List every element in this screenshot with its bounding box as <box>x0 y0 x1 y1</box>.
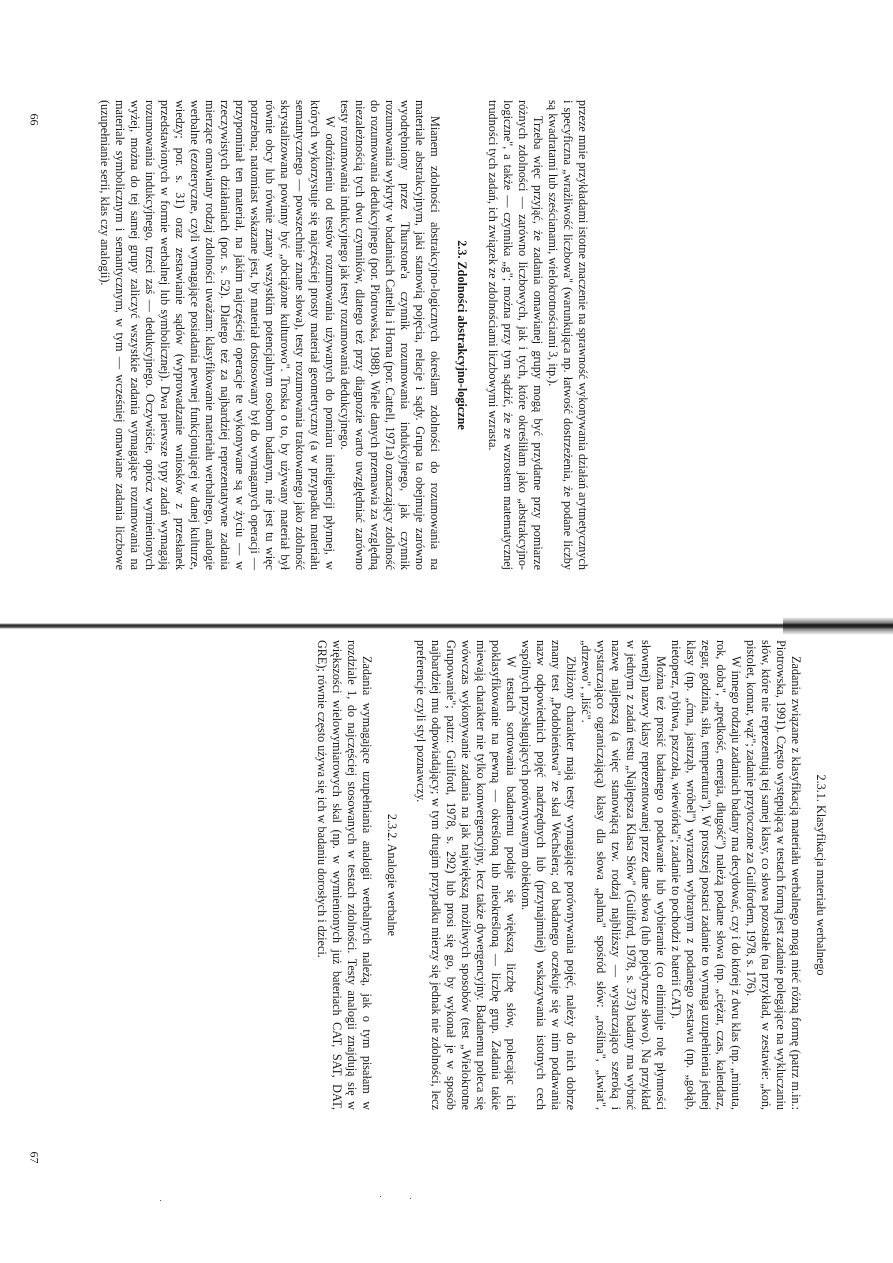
page-number: 67 <box>27 1151 42 1164</box>
subsection-heading: 2.3.1. Klasyfikacja materiału werbalnego <box>814 774 828 976</box>
scan-speck <box>410 1198 411 1199</box>
page-66 <box>97 100 590 570</box>
subsection-heading: 2.3.2. Analogie werbalne <box>385 813 399 937</box>
paragraph: W innego rodzaju zadaniach badany ma decydować, czy i do której z dwu klas (np. „minuta, rok, doba", „prędkość, energia, długość") należą podane słowa (np. „ciężar, czas, kalendarz, zegar, godzina, siła, temperatura"). W prostszej postaci zadanie to wymaga uzupełnienia jednej klasy (np. „ćma, jastrząb, wróbel") wyrazem wybranym z podanego zestawu (np. „gołąb, nietoperz, rybitwa, pszczoła, wiewiórka"; zadanie to pochodzi z baterii CAT). <box>669 640 743 1110</box>
scan-speck <box>380 1196 381 1197</box>
paragraph: Zbliżony charakter mają testy wymagające porównywania pojęć, należy do nich dobrze znany test „Podobieństwa" ze skal Wechslera; od badanego oczekuje się w nim podawania nazw odpowiednich pojęć nadrzędnych lub (przynajmniej) wskazywania istotnych cech wspólnych przysługujących porównywanym obiektom. <box>519 640 578 1110</box>
paragraph: Mianem zdolności abstrakcyjno-logicznych określam zdolności do rozumowania na materiale abstrakcyjnym, jaki stanowią pojęcia, relacje i sądy. Grupa ta obejmuje zarówno wyodrębniony przez Thurstone'a czynnik rozumowania indukcyjnego, jak czynnik rozumowania wykryty w badaniach Cattella i Horna (por. Cattell, 1971a) oznaczający zdolność do rozumowania dedukcyjnego (por. Piotrowska, 1988). Wiele danych przemawia za względną niezależnością tych dwu czynników, dlatego też przy diagnozie warto uwzględniać zarówno testy rozumowania indukcyjnego jak testy rozumowania dedukcyjnego. <box>338 100 442 570</box>
paragraph: Zadania związane z klasyfikacją materiału werbalnego mogą mieć różną formę (patrz m.in.: Piotrowska, 1991). Często występującą w testach formą jest zadanie polegające na wykluczaniu słów, które nie reprezentują tej samej klasy, co słowa pozostałe (na przykład, w zestawie: „koń, pistolet, komar, wąż"; zadanie przytoczone za Guilfordem, 1978, s. 176). <box>744 640 803 1110</box>
paragraph: W odróżnieniu od testów rozumowania używanych do pomiaru inteligencji płynnej, w których wykorzystuje się najczęściej prosty materiał geometryczny (a w przypadku materiału semantycznego — powszechnie znane słowa), testy rozumowania traktowanego jako zdolność skrystalizowana powinny być „obciążone kulturowo". Troska o to, by używany materiał był równie obcy lub równie znany wszystkim potencjalnym osobom badanym, nie jest tu więc potrzebna; natomiast wskazane jest, by materiał dostosowany był do wymaganych operacji — przypominał ten materiał, na jakim najczęściej operacje te wykonywane są w życiu — w rzeczywistych działaniach (por. s. 52). Dlatego też za najbardziej reprezentatywne zadania mierzące omawiany rodzaj zdolności uważam: klasyfikowanie materiału werbalnego, analogie werbalne (ezoteryczne, czyli wymagające posiadania pewnej funkcjonującej w danej kulturze, wiedzy; por. s. 31) oraz zestawianie sądów (wyprowadzanie wniosków z przesłanek przedstawionych w formie werbalnej lub symbolicznej). Dwa pierwsze typy zadań wymagają rozumowania indukcyjnego, trzeci zaś — dedukcyjnego. Oczywiście, oprócz wymienionych wyżej, można do tej samej grupy zaliczyć wszystkie zadania wymagające rozumowania na materiale symbolicznym i semantycznym, w tym — wcześniej omawiane zadania liczbowe (uzupełnianie serii, klas czy analogii). <box>98 100 337 570</box>
scan-speck <box>160 1200 161 1201</box>
section-heading: 2.3. Zdolności abstrakcyjno-logiczne <box>455 240 469 430</box>
page-number: 66 <box>27 113 42 126</box>
page-gutter <box>0 623 893 629</box>
intro-paragraph: przeze mnie przykładami istotne znaczenie na sprawność wykonywania działań arytmetycznych i specyficzna „wrażliwość liczbowa" (warunkująca np. łatwość dostrzeżenia, że podane liczby są kwadratami lub sześcianami, wielokrotnościami 3, itp.). <box>546 100 590 570</box>
paragraph: Trzeba więc przyjąć, że zadania omawianej grupy mogą być przydatne przy pomiarze różnych zdolności — zarówno liczbowych, jak i tych, które określiłam jako „abstrakcyjno-logiczne", a także — czynnika „g"; można przy tym sądzić, że ze wzrostem matematycznej trudności tych zadań, ich związek ze zdolnościami liczbowymi wzrasta. <box>486 100 545 570</box>
page-67 <box>314 640 828 1110</box>
paragraph: Można też prosić badanego o podawanie lub wybieranie (co eliminuje rolę płynności słownej) nazwy klasy reprezentowanej przez dane słowa (lub pojedyncze słowo). Na przykład w jednym z zadań testu „Najlepsza Klasa Słów" (Guilford, 1978, s. 373) badany ma wybrać nazwę najlepszą (a więc stanowiącą tzw. rodzaj najbliższy — wystarczająco szeroką i wystarczająco ograniczającą) klasy dla słowa „palma" spośród słów: „roślina", „kwiat", „drzewo", „liść". <box>579 640 668 1110</box>
paragraph: W testach sortowania badanemu podaje się większą liczbę słów, polecając ich poklasyfikowanie na pewną — określoną lub nieokreśloną — liczbę grup. Zadania takie miewają charakter nie tylko konwergencyjny, lecz także dywergencyjny. Badanemu poleca się wówczas wykonywanie zadania na jak największą możliwych sposobów (test „Wielokrotne Grupowanie"; patrz: Guilford, 1978, s. 292) lub prosi się go, by wykonał je w sposób najbardziej mu odpowiadający; w tym drugim przypadku mierzy się jednak nie zdolności, lecz preferencje czyli styl poznawczy. <box>414 640 518 1110</box>
paragraph: Zadania wymagające uzupełniania analogii werbalnych należą, jak o tym pisałam w rozdziale 1, do najczęściej stosowanych w testach zdolności. Testy analogii znajdują się w większości wielowymiarowych skal (np. w wymienionych już bateriach CAT, SAT, DAT, GRE); równie często używa się ich w badaniu dorosłych i dzieci. <box>315 640 374 1110</box>
